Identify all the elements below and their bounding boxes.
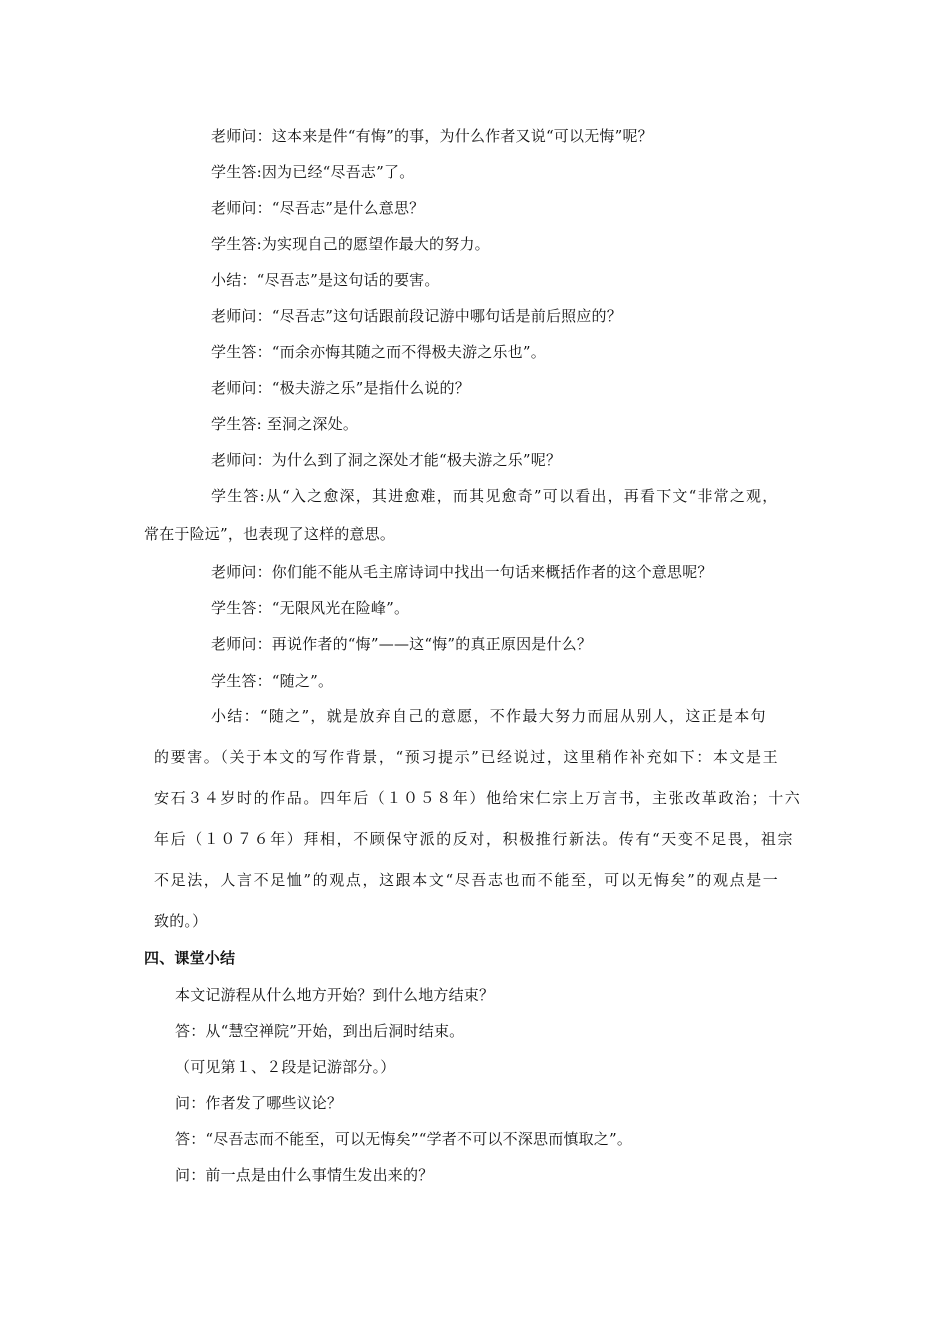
dialogue-line: 老师问：再说作者的“悔”——这“悔”的真正原因是什么？ [211,635,593,653]
dialogue-line: 老师问：这本来是件“有悔”的事，为什么作者又说“可以无悔”呢？ [211,127,653,145]
dialogue-line: 学生答：“随之”。 [211,672,334,690]
dialogue-line: 老师问：“尽吾志”是什么意思？ [211,199,425,217]
dialogue-line: 老师问：“极夫游之乐”是指什么说的？ [211,379,470,397]
summary-line: 安石３４岁时的作品。四年后（１０５８年）他给宋仁宗上万言书，主张改革政治；十六 [154,789,802,807]
summary-line: 致的。） [154,912,208,930]
dialogue-line: 老师问：为什么到了洞之深处才能“极夫游之乐”呢？ [211,451,562,469]
dialogue-line: 学生答: 至洞之深处。 [211,415,359,433]
answer-line-continued: 常在于险远”，也表现了这样的意思。 [144,525,396,543]
section-line: 本文记游程从什么地方开始？到什么地方结束？ [175,986,495,1004]
dialogue-line: 学生答:为实现自己的愿望作最大的努力。 [211,235,490,253]
dialogue-line: 小结：“尽吾志”是这句话的要害。 [211,271,440,289]
summary-line: 的要害。（关于本文的写作背景，“预习提示”已经说过，这里稍作补充如下：本文是王 [154,748,780,766]
dialogue-line: 老师问：“尽吾志”这句话跟前段记游中哪句话是前后照应的？ [211,307,622,325]
section-line: 答：从“慧空禅院”开始，到出后洞时结束。 [175,1022,465,1040]
summary-line: 不足法，人言不足恤”的观点，这跟本文“尽吾志也而不能至，可以无悔矣”的观点是一 [154,871,780,889]
dialogue-line: 学生答：“而余亦悔其随之而不得极夫游之乐也”。 [211,343,546,361]
summary-line: 年后（１０７６年）拜相，不顾保守派的反对，积极推行新法。传有“天变不足畏，祖宗 [154,830,795,848]
dialogue-line: 老师问：你们能不能从毛主席诗词中找出一句话来概括作者的这个意思呢？ [211,563,713,581]
section-line: 问：前一点是由什么事情生发出来的？ [175,1166,434,1184]
section-heading: 四、课堂小结 [144,949,236,967]
section-line: （可见第１、２段是记游部分。） [175,1058,396,1076]
section-line: 问：作者发了哪些议论？ [175,1094,343,1112]
answer-line: 学生答:从“入之愈深，其进愈难，而其见愈奇”可以看出，再看下文“非常之观， [211,487,779,505]
dialogue-line: 学生答：“无限风光在险峰”。 [211,599,410,617]
dialogue-line: 学生答:因为已经“尽吾志”了。 [211,163,415,181]
summary-line: 小结：“随之”，就是放弃自己的意愿，不作最大努力而屈从别人，这正是本句 [211,707,767,725]
section-line: 答：“尽吾志而不能至，可以无悔矣”“学者不可以不深思而慎取之”。 [175,1130,633,1148]
